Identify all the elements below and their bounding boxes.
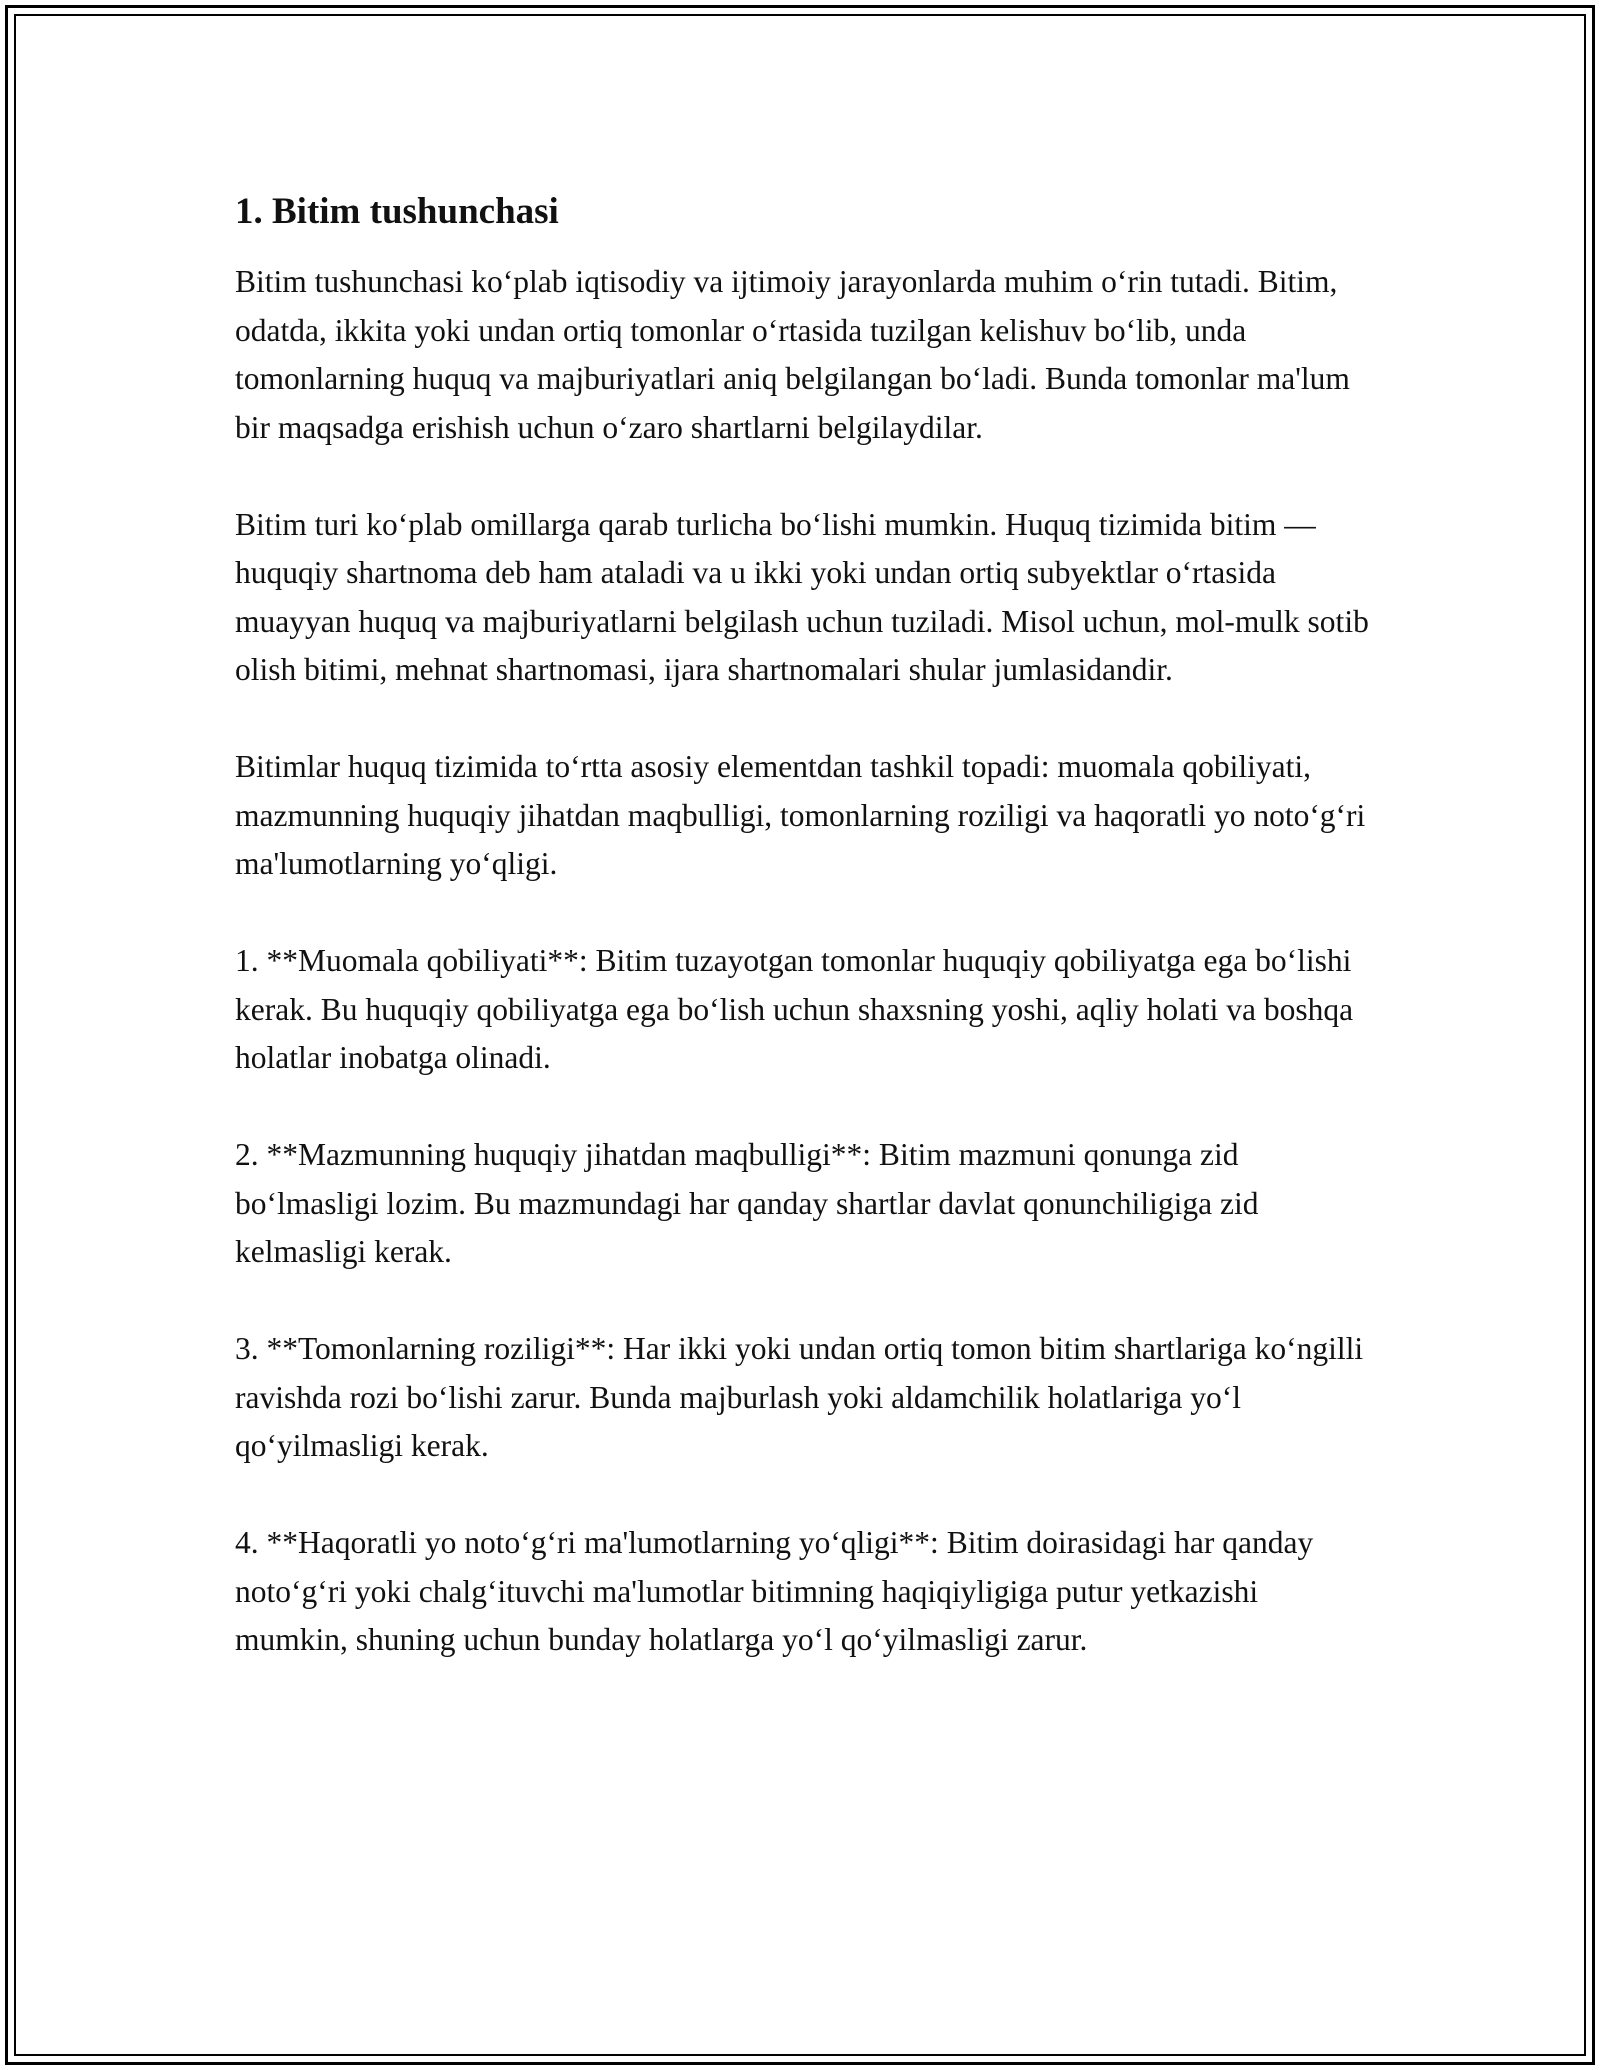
paragraph-elements: Bitimlar huquq tizimida toʻrtta asosiy elementdan tashkil topadi: muomala qobiliyati, mazmunning huquqiy jihatdan maqbulligi, tomonlarning roziligi va haqoratli yo notoʻgʻri ma'lumotlarning yoʻqligi. [235, 749, 1366, 881]
list-item-capacity: 1. **Muomala qobiliyati**: Bitim tuzayotgan tomonlar huquqiy qobiliyatga ega boʻlishi kerak. Bu huquqiy qobiliyatga ega boʻlish uchun shaxsning yoshi, aqliy holati va boshqa holatlar inobatga olinadi. [235, 943, 1354, 1075]
list-item-misinformation: 4. **Haqoratli yo notoʻgʻri ma'lumotlarning yoʻqligi**: Bitim doirasidagi har qanday notoʻgʻri yoki chalgʻituvchi ma'lumotlar bitimning haqiqiyligiga putur yetkazishi mumkin, shuning uchun bunday holatlarga yoʻl qoʻyilmasligi zarur. [235, 1525, 1314, 1657]
document-body [235, 188, 1375, 1713]
list-item-consent: 3. **Tomonlarning roziligi**: Har ikki yoki undan ortiq tomon bitim shartlariga koʻngilli ravishda rozi boʻlishi zarur. Bunda majburlash yoki aldamchilik holatlariga yoʻl qoʻyilmasligi kerak. [235, 1331, 1364, 1463]
paragraph-intro: Bitim tushunchasi koʻplab iqtisodiy va ijtimoiy jarayonlarda muhim oʻrin tutadi. Bitim, odatda, ikkita yoki undan ortiq tomonlar oʻrtasida tuzilgan kelishuv boʻlib, unda tomonlarning huquq va majburiyatlari aniq belgilangan boʻladi. Bunda tomonlar ma'lum bir maqsadga erishish uchun oʻzaro shartlarni belgilaydilar. [235, 264, 1350, 445]
section-heading: 1. Bitim tushunchasi [235, 191, 559, 232]
paragraph-types: Bitim turi koʻplab omillarga qarab turlicha boʻlishi mumkin. Huquq tizimida bitim — huquqiy shartnoma deb ham ataladi va u ikki yoki undan ortiq subyektlar oʻrtasida muayyan huquq va majburiyatlarni belgilash uchun tuziladi. Misol uchun, mol-mulk sotib olish bitimi, mehnat shartnomasi, ijara shartnomalari shular jumlasidandir. [235, 506, 1369, 687]
list-item-legality: 2. **Mazmunning huquqiy jihatdan maqbulligi**: Bitim mazmuni qonunga zid boʻlmasligi lozim. Bu mazmundagi har qanday shartlar davlat qonunchiligiga zid kelmasligi kerak. [235, 1137, 1259, 1269]
